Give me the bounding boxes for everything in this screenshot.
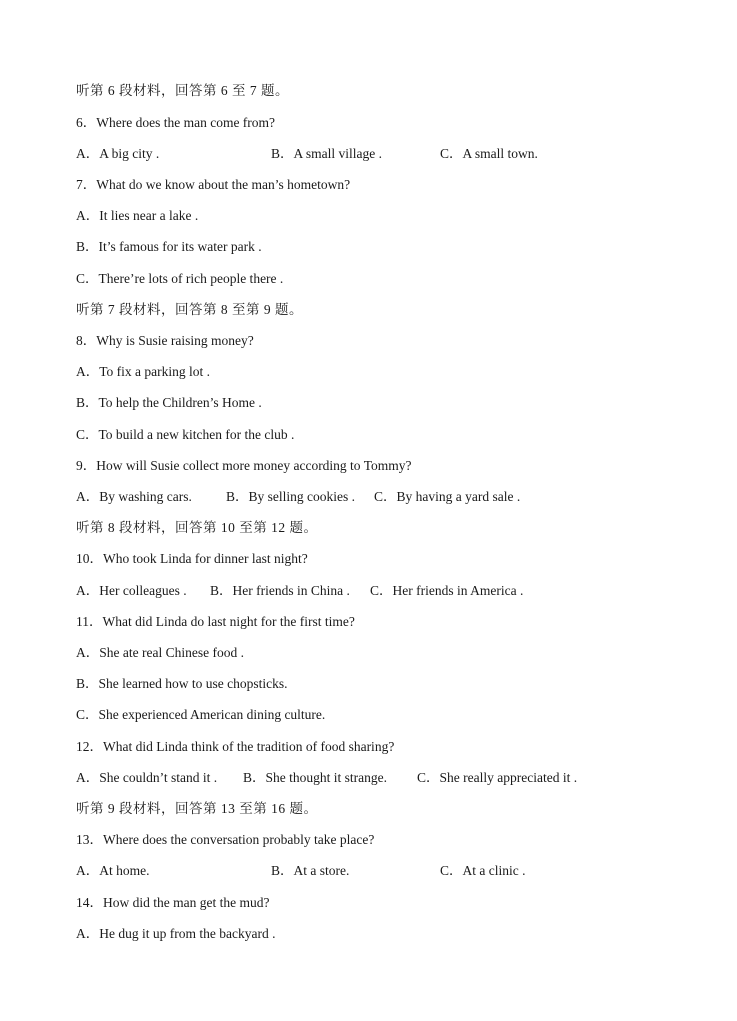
option-a: A．By washing cars.: [76, 489, 192, 504]
option-a: A．At home.: [76, 863, 150, 878]
question-stem: 14．How did the man get the mud?: [76, 895, 270, 910]
option-b: B．To help the Children’s Home .: [76, 395, 262, 410]
option-a: A．He dug it up from the backyard .: [76, 926, 276, 941]
option-b: B．By selling cookies .: [226, 489, 355, 504]
question-stem: 9．How will Susie collect more money according to Tommy?: [76, 458, 412, 473]
question-stem: 13．Where does the conversation probably take place?: [76, 832, 375, 847]
option-a: A．It lies near a lake .: [76, 208, 199, 223]
question-stem: 11．What did Linda do last night for the first time?: [76, 614, 355, 629]
option-b: B．A small village .: [271, 146, 382, 161]
option-a: A．A big city .: [76, 146, 160, 161]
option-b: B．At a store.: [271, 863, 350, 878]
option-c: C．Her friends in America .: [370, 583, 524, 598]
option-b: B．She learned how to use chopsticks.: [76, 676, 288, 691]
question-stem: 8．Why is Susie raising money?: [76, 333, 254, 348]
option-c: C．There’re lots of rich people there .: [76, 271, 284, 286]
section-heading: 听第 7 段材料，回答第 8 至第 9 题。: [76, 302, 303, 317]
option-b: B．It’s famous for its water park .: [76, 239, 262, 254]
option-b: B．She thought it strange.: [243, 770, 387, 785]
question-stem: 7．What do we know about the man’s hometown?: [76, 177, 351, 192]
section-heading: 听第 8 段材料，回答第 10 至第 12 题。: [76, 520, 318, 535]
option-c: C．At a clinic .: [440, 863, 526, 878]
option-a: A．She couldn’t stand it .: [76, 770, 218, 785]
option-b: B．Her friends in China .: [210, 583, 350, 598]
question-stem: 10．Who took Linda for dinner last night?: [76, 551, 308, 566]
option-a: A．To fix a parking lot .: [76, 364, 211, 379]
option-a: A．Her colleagues .: [76, 583, 187, 598]
question-stem: 12．What did Linda think of the tradition of food sharing?: [76, 739, 395, 754]
option-c: C．By having a yard sale .: [374, 489, 521, 504]
option-c: C．To build a new kitchen for the club .: [76, 427, 295, 442]
question-stem: 6．Where does the man come from?: [76, 115, 276, 130]
section-heading: 听第 9 段材料，回答第 13 至第 16 题。: [76, 801, 318, 816]
option-c: C．She really appreciated it .: [417, 770, 578, 785]
option-c: C．A small town.: [440, 146, 538, 161]
option-c: C．She experienced American dining culture.: [76, 707, 326, 722]
section-heading: 听第 6 段材料，回答第 6 至 7 题。: [76, 83, 289, 98]
option-a: A．She ate real Chinese food .: [76, 645, 244, 660]
